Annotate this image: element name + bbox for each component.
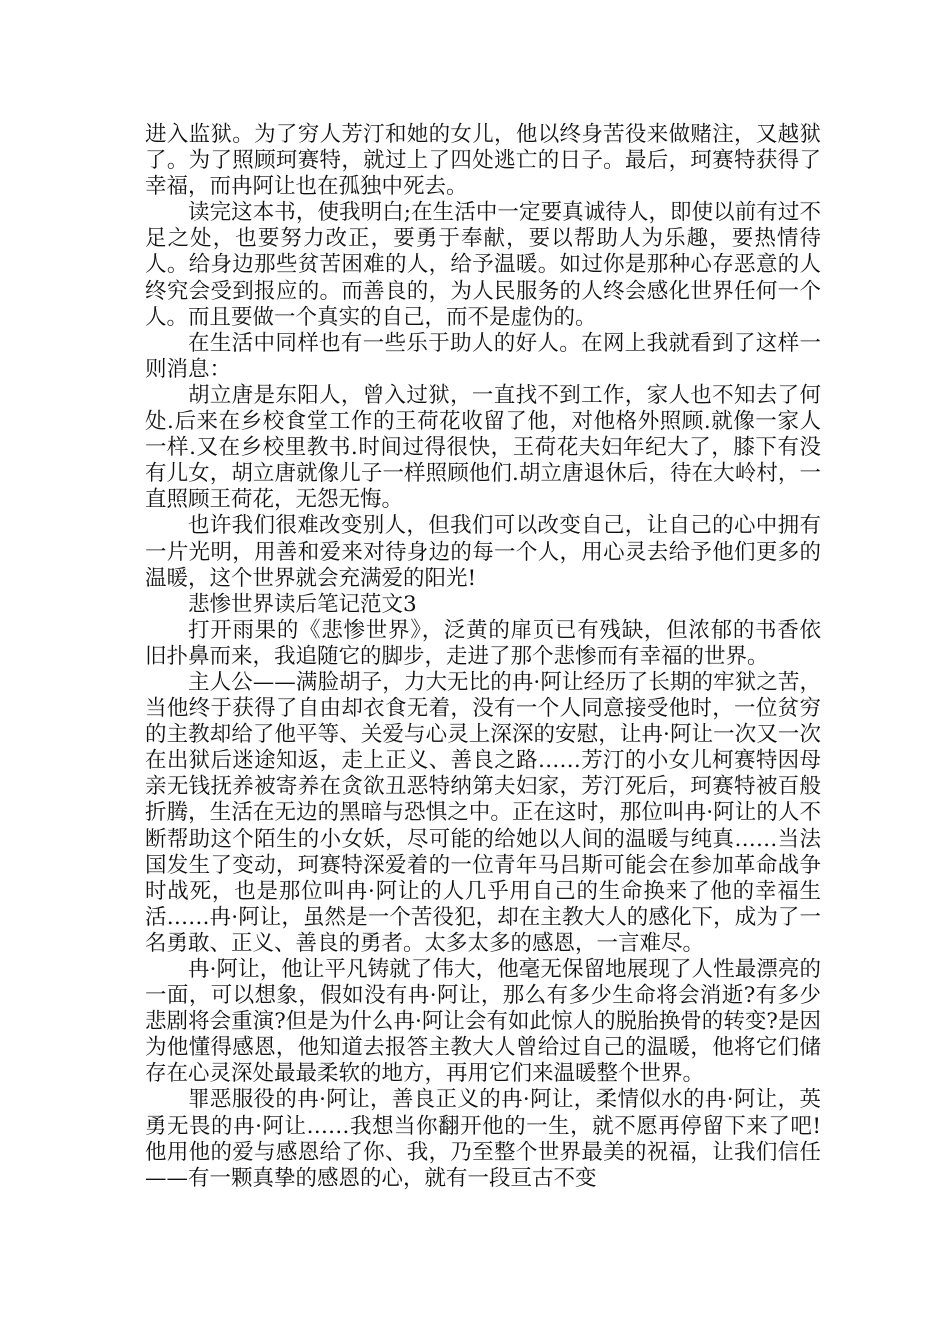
paragraph: 冉·阿让，他让平凡铸就了伟大，他毫无保留地展现了人性最漂亮的一面，可以想象，假如没有冉·阿让，那么有多少生命将会消逝?有多少悲剧将会重演?但是为什么冉·阿让会有如此惊人的脱胎换骨的转变?是因为他懂得感恩，他知道去报答主教大人曾给过自己的温暖，他将它们储存在心灵深处最最柔软的地方，再用它们来温暖整个世界。 [145,957,821,1087]
paragraph: 罪恶服役的冉·阿让，善良正义的冉·阿让，柔情似水的冉·阿让，英勇无畏的冉·阿让……我想当你翻开他的一生，就不愿再停留下来了吧!他用他的爱与感恩给了你、我，乃至整个世界最美的祝福，让我们信任——有一颗真挚的感恩的心，就有一段亘古不变 [145,1087,821,1191]
paragraph-continuation: 进入监狱。为了穷人芳汀和她的女儿，他以终身苦役来做赌注，又越狱了。为了照顾珂赛特，就过上了四处逃亡的日子。最后，珂赛特获得了幸福，而冉阿让也在孤独中死去。 [145,122,821,200]
paragraph: 读完这本书，使我明白;在生活中一定要真诚待人，即使以前有过不足之处，也要努力改正，要勇于奉献，要以帮助人为乐趣，要热情待人。给身边那些贫苦困难的人，给予温暖。如过你是那种心存恶意的人终究会受到报应的。而善良的，为人民服务的人终会感化世界任何一个人。而且要做一个真实的自己，而不是虚伪的。 [145,200,821,330]
section-heading: 悲惨世界读后笔记范文3 [188,591,417,617]
document-body [145,122,821,1192]
paragraph: 在生活中同样也有一些乐于助人的好人。在网上我就看到了这样一则消息： [145,330,821,382]
paragraph: 胡立唐是东阳人，曾入过狱，一直找不到工作，家人也不知去了何处.后来在乡校食堂工作的王荷花收留了他，对他格外照顾.就像一家人一样.又在乡校里教书.时间过得很快，王荷花夫妇年纪大了，膝下有没有儿女，胡立唐就像儿子一样照顾他们.胡立唐退休后，待在大岭村，一直照顾王荷花，无怨无悔。 [145,382,821,513]
paragraph: 打开雨果的《悲惨世界》，泛黄的扉页已有残缺，但浓郁的书香依旧扑鼻而来，我追随它的脚步，走进了那个悲惨而有幸福的世界。 [145,617,821,669]
paragraph: 主人公——满脸胡子，力大无比的冉·阿让经历了长期的牢狱之苦，当他终于获得了自由却衣食无着，没有一个人同意接受他时，一位贫穷的主教却给了他平等、关爱与心灵上深深的安慰，让冉·阿让一次又一次在出狱后迷途知返，走上正义、善良之路……芳汀的小女儿柯赛特因母亲无钱抚养被寄养在贪欲丑恶特纳第夫妇家，芳汀死后，珂赛特被百般折腾，生活在无边的黑暗与恐惧之中。正在这时，那位叫冉·阿让的人不断帮助这个陌生的小女妖，尽可能的给她以人间的温暖与纯真……当法国发生了变动，珂赛特深爱着的一位青年马吕斯可能会在参加革命战争时战死，也是那位叫冉·阿让的人几乎用自己的生命换来了他的幸福生活……冉·阿让，虽然是一个苦役犯，却在主教大人的感化下，成为了一名勇敢、正义、善良的勇者。太多太多的感恩，一言难尽。 [145,669,821,956]
paragraph: 也许我们很难改变别人，但我们可以改变自己，让自己的心中拥有一片光明，用善和爱来对待身边的每一个人，用心灵去给予他们更多的温暖，这个世界就会充满爱的阳光! [145,513,821,591]
